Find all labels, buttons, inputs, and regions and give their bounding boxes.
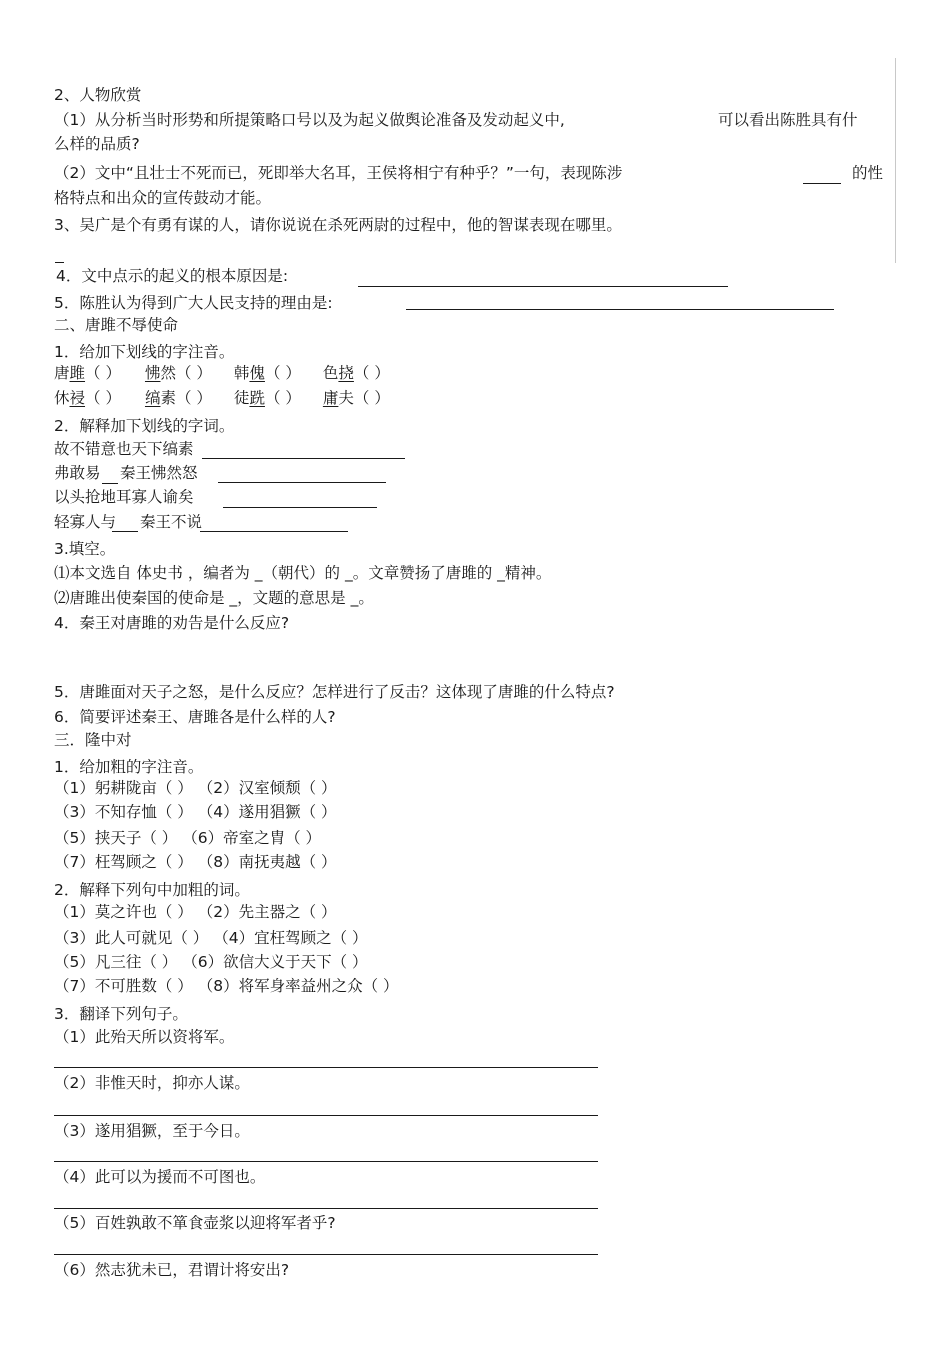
question-text: 2．解释加下划线的字词。 (54, 417, 235, 435)
pinyin-row: （1）躬耕陇亩（ ） （2）汉室倾颓（ ） (54, 779, 337, 797)
page-edge-line (895, 58, 896, 263)
question-text: 1．给加粗的字注音。 (54, 758, 204, 776)
translate-item: （6）然志犹未已，君谓计将安出? (54, 1261, 290, 1279)
pinyin-row: 休祲（ ） 缟素（ ） 徒跣（ ） 庸夫（ ） (54, 389, 390, 407)
answer-line[interactable] (406, 309, 834, 310)
explain-row: （3）此人可就见（ ） （4）宜枉驾顾之（ ） (54, 929, 368, 947)
question-text: （1）从分析当时形势和所提策略口号以及为起义做舆论准备及发动起义中, (54, 111, 565, 129)
explain-item: 秦王不说 (140, 513, 203, 531)
question-text: 3．翻译下列句子。 (54, 1005, 188, 1023)
question-text: 可以看出陈胜具有什 (718, 111, 858, 129)
section-heading: 2、人物欣赏 (54, 86, 142, 104)
question-text: （2）文中“且壮士不死而已，死即举大名耳，王侯将相宁有种乎？”一句，表现陈涉 (54, 164, 623, 182)
question-text: 4．秦王对唐雎的劝告是什么反应? (54, 614, 290, 632)
pinyin-row: （7）枉驾顾之（ ） （8）南抚夷越（ ） (54, 853, 337, 871)
question-text: 么样的品质? (54, 135, 140, 153)
answer-line[interactable] (54, 1161, 598, 1162)
fill-item: ⑴本文选自 体史书 ，编者为 _（朝代）的 _。文章赞扬了唐雎的 _精神。 (54, 564, 552, 582)
translate-item: （1）此殆天所以资将军。 (54, 1028, 235, 1046)
question-text: 的性 (852, 164, 884, 182)
answer-line[interactable] (102, 483, 118, 484)
answer-line[interactable] (54, 1115, 598, 1116)
answer-line[interactable] (54, 1254, 598, 1255)
explain-item: 弗敢易 (54, 464, 101, 482)
explain-row: （7）不可胜数（ ） （8）将军身率益州之众（ ） (54, 977, 399, 995)
answer-line[interactable] (54, 1067, 598, 1068)
answer-line[interactable] (218, 482, 386, 483)
answer-line[interactable] (803, 183, 841, 184)
question-text: 1．给加下划线的字注音。 (54, 343, 235, 361)
explain-item: 故不错意也天下缟素 (54, 440, 194, 458)
question-text: 5．陈胜认为得到广大人民支持的理由是: (54, 294, 333, 312)
answer-line[interactable] (358, 286, 728, 287)
pinyin-row: （5）挟天子（ ） （6）帝室之胄（ ） (54, 829, 322, 847)
question-text: 4．文中点示的起义的根本原因是: (56, 267, 289, 285)
fill-item: ⑵唐雎出使秦国的使命是 _，文题的意思是 _。 (54, 589, 374, 607)
translate-item: （4）此可以为援而不可图也。 (54, 1168, 266, 1186)
pinyin-row: 唐雎（ ） 怫然（ ） 韩傀（ ） 色挠（ ） (54, 364, 390, 382)
explain-row: （1）莫之许也（ ） （2）先主器之（ ） (54, 903, 337, 921)
section-heading: 三．隆中对 (54, 731, 132, 749)
explain-row: （5）凡三往（ ） （6）欲信大义于天下（ ） (54, 953, 368, 971)
section-heading: 二、唐雎不辱使命 (54, 316, 179, 334)
translate-item: （2）非惟天时，抑亦人谋。 (54, 1074, 250, 1092)
answer-mark (55, 262, 64, 263)
question-text: 5．唐雎面对天子之怒，是什么反应？怎样进行了反击？这体现了唐雎的什么特点? (54, 683, 615, 701)
translate-item: （3）遂用猖獗，至于今日。 (54, 1122, 250, 1140)
explain-item: 秦王怫然怒 (120, 464, 198, 482)
question-text: 6．简要评述秦王、唐雎各是什么样的人? (54, 708, 336, 726)
answer-line[interactable] (202, 458, 405, 459)
answer-line[interactable] (112, 531, 138, 532)
explain-item: 以头抢地耳寡人谕矣 (54, 488, 194, 506)
question-text: 3、吴广是个有勇有谋的人，请你说说在杀死两尉的过程中，他的智谋表现在哪里。 (54, 216, 622, 234)
question-text: 格特点和出众的宣传鼓动才能。 (54, 189, 272, 207)
answer-line[interactable] (54, 1208, 598, 1209)
explain-item: 轻寡人与 (54, 513, 117, 531)
translate-item: （5）百姓孰敢不箪食壶浆以迎将军者乎? (54, 1214, 336, 1232)
question-text: 3.填空。 (54, 540, 116, 558)
pinyin-row: （3）不知存恤（ ） （4）遂用猖獗（ ） (54, 803, 337, 821)
answer-line[interactable] (223, 507, 377, 508)
question-text: 2．解释下列句中加粗的词。 (54, 881, 250, 899)
answer-line[interactable] (200, 531, 348, 532)
